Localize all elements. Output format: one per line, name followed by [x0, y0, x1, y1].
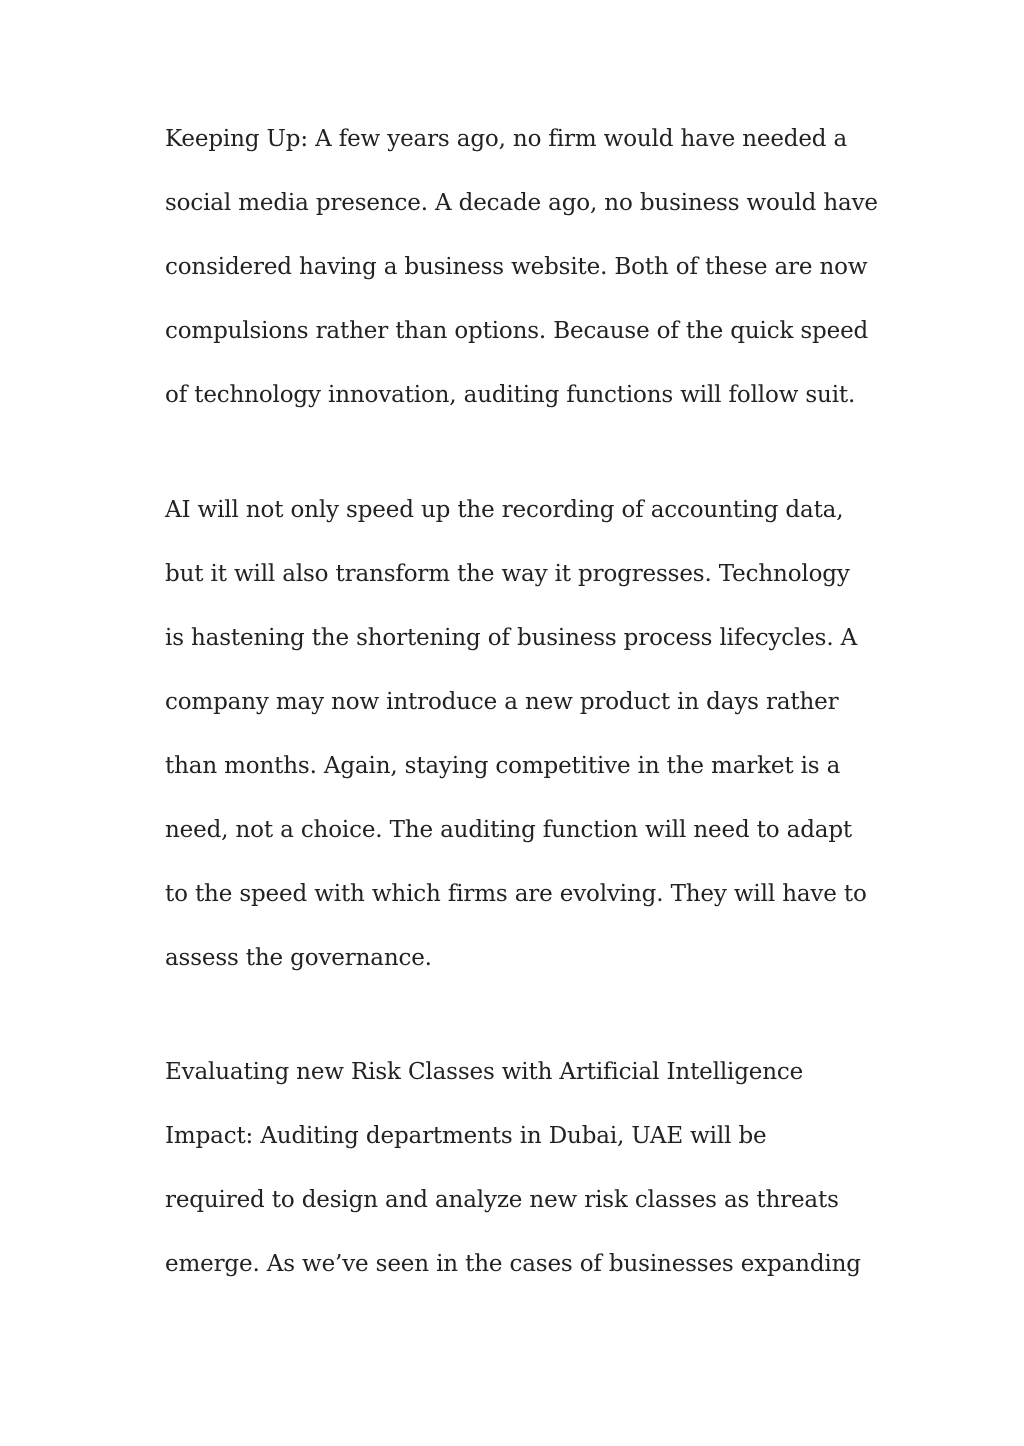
text-line: of technology innovation, auditing functions will follow suit.	[165, 382, 856, 408]
text-line: AI will not only speed up the recording of accounting data,	[165, 497, 844, 523]
text-line: need, not a choice. The auditing function will need to adapt	[165, 817, 852, 843]
text-line: required to design and analyze new risk classes as threats	[165, 1187, 839, 1213]
text-line: Evaluating new Risk Classes with Artificial Intelligence	[165, 1059, 804, 1085]
text-line: Keeping Up: A few years ago, no firm would have needed a	[165, 126, 848, 152]
text-line: company may now introduce a new product in days rather	[165, 689, 839, 715]
paragraph-ai-accounting	[165, 478, 885, 990]
text-line: compulsions rather than options. Because of the quick speed	[165, 318, 869, 344]
text-line: social media presence. A decade ago, no business would have	[165, 190, 878, 216]
text-line: considered having a business website. Both of these are now	[165, 254, 868, 280]
paragraph-risk-classes	[165, 1040, 885, 1296]
text-line: than months. Again, staying competitive in the market is a	[165, 753, 841, 779]
text-line: assess the governance.	[165, 945, 432, 971]
text-line: to the speed with which firms are evolving. They will have to	[165, 881, 867, 907]
text-line: Impact: Auditing departments in Dubai, UAE will be	[165, 1123, 767, 1149]
text-line: is hastening the shortening of business process lifecycles. A	[165, 625, 858, 651]
paragraph-keeping-up	[165, 107, 885, 427]
text-line: but it will also transform the way it progresses. Technology	[165, 561, 850, 587]
text-line: emerge. As we’ve seen in the cases of businesses expanding	[165, 1251, 861, 1277]
